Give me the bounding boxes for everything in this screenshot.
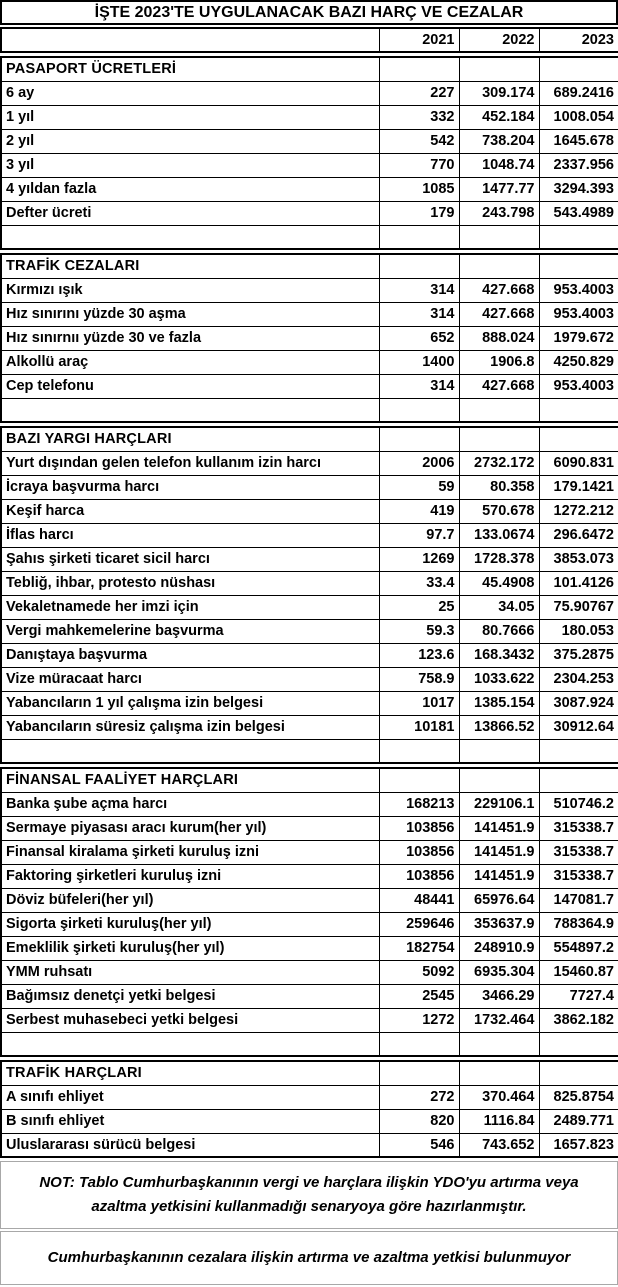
- row-label: B sınıfı ehliyet: [1, 1109, 379, 1133]
- value-cell-2022: 427.668: [459, 278, 539, 302]
- empty-spacer-row: [1, 739, 618, 763]
- section-table: [0, 253, 618, 423]
- value-cell-2023: 7727.4: [539, 984, 618, 1008]
- table-row: [1, 451, 618, 475]
- row-label: Uluslararası sürücü belgesi: [1, 1133, 379, 1157]
- value-cell-2023: 1008.054: [539, 105, 618, 129]
- section-header-label: FİNANSAL FAALİYET HARÇLARI: [1, 768, 379, 792]
- value-cell-2023: 375.2875: [539, 643, 618, 667]
- section-header-label: PASAPORT ÜCRETLERİ: [1, 57, 379, 81]
- year-header-table: [0, 27, 618, 53]
- row-label: Defter ücreti: [1, 201, 379, 225]
- value-cell-2022: 80.7666: [459, 619, 539, 643]
- value-cell-2023: 30912.64: [539, 715, 618, 739]
- value-cell-2022: 168.3432: [459, 643, 539, 667]
- year-column-header-2022: 2022: [459, 28, 539, 52]
- row-label: Bağımsız denetçi yetki belgesi: [1, 984, 379, 1008]
- table-row: [1, 523, 618, 547]
- value-cell-2022: 1048.74: [459, 153, 539, 177]
- table-row: [1, 302, 618, 326]
- corner-empty-cell: [1, 28, 379, 52]
- empty-cell: [459, 57, 539, 81]
- row-label: Sermaye piyasası aracı kurum(her yıl): [1, 816, 379, 840]
- value-cell-2023: 1657.823: [539, 1133, 618, 1157]
- table-row: [1, 691, 618, 715]
- value-cell-2021: 332: [379, 105, 459, 129]
- value-cell-2023: 2337.956: [539, 153, 618, 177]
- row-label: Vekaletnamede her imzi için: [1, 595, 379, 619]
- value-cell-2022: 248910.9: [459, 936, 539, 960]
- value-cell-2021: 542: [379, 129, 459, 153]
- value-cell-2023: 179.1421: [539, 475, 618, 499]
- empty-spacer-row: [1, 1032, 618, 1056]
- value-cell-2021: 10181: [379, 715, 459, 739]
- value-cell-2021: 314: [379, 374, 459, 398]
- table-row: [1, 912, 618, 936]
- value-cell-2023: 554897.2: [539, 936, 618, 960]
- empty-cell: [539, 427, 618, 451]
- table-row: [1, 619, 618, 643]
- empty-cell: [459, 225, 539, 249]
- value-cell-2021: 103856: [379, 816, 459, 840]
- value-cell-2021: 227: [379, 81, 459, 105]
- value-cell-2022: 427.668: [459, 374, 539, 398]
- value-cell-2022: 738.204: [459, 129, 539, 153]
- value-cell-2021: 1272: [379, 1008, 459, 1032]
- row-label: Serbest muhasebeci yetki belgesi: [1, 1008, 379, 1032]
- row-label: Keşif harca: [1, 499, 379, 523]
- row-label: Kırmızı ışık: [1, 278, 379, 302]
- table-row: [1, 278, 618, 302]
- table-row: [1, 595, 618, 619]
- empty-cell: [539, 739, 618, 763]
- value-cell-2023: 4250.829: [539, 350, 618, 374]
- footnote-secondary: Cumhurbaşkanının cezalara ilişkin artırma ve azaltma yetkisi bulunmuyor: [0, 1231, 618, 1285]
- section-header-row: [1, 768, 618, 792]
- value-cell-2021: 103856: [379, 840, 459, 864]
- value-cell-2022: 1732.464: [459, 1008, 539, 1032]
- table-sections-container: [0, 56, 618, 1158]
- section-header-row: [1, 427, 618, 451]
- row-label: Hız sınırnıı yüzde 30 ve fazla: [1, 326, 379, 350]
- value-cell-2023: 3294.393: [539, 177, 618, 201]
- value-cell-2023: 296.6472: [539, 523, 618, 547]
- table-row: [1, 1085, 618, 1109]
- empty-cell: [379, 254, 459, 278]
- table-row: [1, 1008, 618, 1032]
- value-cell-2022: 353637.9: [459, 912, 539, 936]
- row-label: 6 ay: [1, 81, 379, 105]
- row-label: Vergi mahkemelerine başvurma: [1, 619, 379, 643]
- table-row: [1, 153, 618, 177]
- value-cell-2021: 59.3: [379, 619, 459, 643]
- value-cell-2021: 770: [379, 153, 459, 177]
- empty-cell: [1, 225, 379, 249]
- value-cell-2023: 2489.771: [539, 1109, 618, 1133]
- table-row: [1, 499, 618, 523]
- section-table: [0, 767, 618, 1057]
- section-header-row: [1, 57, 618, 81]
- year-header-row: [1, 28, 618, 52]
- value-cell-2022: 3466.29: [459, 984, 539, 1008]
- section-header-row: [1, 254, 618, 278]
- table-row: [1, 1109, 618, 1133]
- value-cell-2022: 309.174: [459, 81, 539, 105]
- value-cell-2021: 5092: [379, 960, 459, 984]
- value-cell-2021: 33.4: [379, 571, 459, 595]
- value-cell-2023: 147081.7: [539, 888, 618, 912]
- empty-cell: [539, 768, 618, 792]
- value-cell-2023: 825.8754: [539, 1085, 618, 1109]
- table-row: [1, 177, 618, 201]
- table-row: [1, 1133, 618, 1157]
- empty-cell: [459, 254, 539, 278]
- empty-cell: [379, 427, 459, 451]
- row-label: 1 yıl: [1, 105, 379, 129]
- table-row: [1, 643, 618, 667]
- table-row: [1, 984, 618, 1008]
- footnote-primary: NOT: Tablo Cumhurbaşkanının vergi ve harçlara ilişkin YDO'yu artırma veya azaltma yetkisini kullanmadığı senaryoya göre hazırlanmıştır.: [0, 1161, 618, 1229]
- row-label: Şahıs şirketi ticaret sicil harcı: [1, 547, 379, 571]
- empty-cell: [1, 1032, 379, 1056]
- value-cell-2021: 59: [379, 475, 459, 499]
- value-cell-2022: 65976.64: [459, 888, 539, 912]
- row-label: 4 yıldan fazla: [1, 177, 379, 201]
- value-cell-2021: 168213: [379, 792, 459, 816]
- row-label: Yabancıların 1 yıl çalışma izin belgesi: [1, 691, 379, 715]
- value-cell-2022: 1728.378: [459, 547, 539, 571]
- value-cell-2022: 370.464: [459, 1085, 539, 1109]
- row-label: Danıştaya başvurma: [1, 643, 379, 667]
- value-cell-2021: 314: [379, 278, 459, 302]
- empty-cell: [379, 57, 459, 81]
- value-cell-2023: 315338.7: [539, 816, 618, 840]
- table-row: [1, 105, 618, 129]
- row-label: Faktoring şirketleri kuruluş izni: [1, 864, 379, 888]
- table-row: [1, 571, 618, 595]
- value-cell-2021: 123.6: [379, 643, 459, 667]
- value-cell-2021: 419: [379, 499, 459, 523]
- empty-spacer-row: [1, 398, 618, 422]
- row-label: Yurt dışından gelen telefon kullanım izin harcı: [1, 451, 379, 475]
- table-row: [1, 792, 618, 816]
- value-cell-2021: 652: [379, 326, 459, 350]
- value-cell-2022: 34.05: [459, 595, 539, 619]
- empty-cell: [459, 768, 539, 792]
- table-row: [1, 840, 618, 864]
- empty-cell: [539, 398, 618, 422]
- table-row: [1, 888, 618, 912]
- table-row: [1, 960, 618, 984]
- value-cell-2023: 3087.924: [539, 691, 618, 715]
- value-cell-2022: 133.0674: [459, 523, 539, 547]
- value-cell-2021: 103856: [379, 864, 459, 888]
- value-cell-2023: 75.90767: [539, 595, 618, 619]
- empty-cell: [459, 398, 539, 422]
- value-cell-2022: 888.024: [459, 326, 539, 350]
- year-column-header-2023: 2023: [539, 28, 618, 52]
- row-label: Finansal kiralama şirketi kuruluş izni: [1, 840, 379, 864]
- table-row: [1, 715, 618, 739]
- value-cell-2021: 1269: [379, 547, 459, 571]
- empty-cell: [1, 739, 379, 763]
- value-cell-2021: 820: [379, 1109, 459, 1133]
- value-cell-2022: 229106.1: [459, 792, 539, 816]
- row-label: 2 yıl: [1, 129, 379, 153]
- value-cell-2023: 2304.253: [539, 667, 618, 691]
- value-cell-2023: 953.4003: [539, 302, 618, 326]
- empty-cell: [379, 398, 459, 422]
- table-row: [1, 201, 618, 225]
- empty-cell: [379, 1061, 459, 1085]
- table-row: [1, 326, 618, 350]
- empty-cell: [539, 225, 618, 249]
- value-cell-2022: 13866.52: [459, 715, 539, 739]
- empty-cell: [459, 739, 539, 763]
- value-cell-2021: 546: [379, 1133, 459, 1157]
- value-cell-2021: 2006: [379, 451, 459, 475]
- section-header-label: BAZI YARGI HARÇLARI: [1, 427, 379, 451]
- value-cell-2023: 953.4003: [539, 374, 618, 398]
- row-label: 3 yıl: [1, 153, 379, 177]
- value-cell-2021: 97.7: [379, 523, 459, 547]
- value-cell-2022: 427.668: [459, 302, 539, 326]
- table-title: İŞTE 2023'TE UYGULANACAK BAZI HARÇ VE CEZALAR: [0, 0, 618, 25]
- empty-cell: [379, 768, 459, 792]
- table-row: [1, 350, 618, 374]
- value-cell-2021: 182754: [379, 936, 459, 960]
- value-cell-2022: 743.652: [459, 1133, 539, 1157]
- value-cell-2022: 80.358: [459, 475, 539, 499]
- table-row: [1, 816, 618, 840]
- empty-cell: [539, 1032, 618, 1056]
- value-cell-2022: 570.678: [459, 499, 539, 523]
- value-cell-2023: 315338.7: [539, 864, 618, 888]
- section-table: [0, 426, 618, 764]
- value-cell-2023: 3862.182: [539, 1008, 618, 1032]
- section-header-row: [1, 1061, 618, 1085]
- value-cell-2023: 689.2416: [539, 81, 618, 105]
- table-row: [1, 129, 618, 153]
- table-row: [1, 547, 618, 571]
- value-cell-2022: 141451.9: [459, 864, 539, 888]
- row-label: Hız sınırını yüzde 30 aşma: [1, 302, 379, 326]
- value-cell-2023: 3853.073: [539, 547, 618, 571]
- empty-cell: [1, 398, 379, 422]
- value-cell-2023: 510746.2: [539, 792, 618, 816]
- table-row: [1, 667, 618, 691]
- value-cell-2021: 259646: [379, 912, 459, 936]
- value-cell-2023: 1645.678: [539, 129, 618, 153]
- value-cell-2023: 1272.212: [539, 499, 618, 523]
- value-cell-2023: 953.4003: [539, 278, 618, 302]
- section-header-label: TRAFİK CEZALARI: [1, 254, 379, 278]
- section-header-label: TRAFİK HARÇLARI: [1, 1061, 379, 1085]
- value-cell-2021: 314: [379, 302, 459, 326]
- row-label: Döviz büfeleri(her yıl): [1, 888, 379, 912]
- value-cell-2023: 1979.672: [539, 326, 618, 350]
- value-cell-2022: 141451.9: [459, 816, 539, 840]
- row-label: Yabancıların süresiz çalışma izin belgesi: [1, 715, 379, 739]
- section-table: [0, 56, 618, 250]
- table-row: [1, 475, 618, 499]
- empty-cell: [379, 1032, 459, 1056]
- row-label: İflas harcı: [1, 523, 379, 547]
- value-cell-2023: 788364.9: [539, 912, 618, 936]
- value-cell-2023: 543.4989: [539, 201, 618, 225]
- row-label: İcraya başvurma harcı: [1, 475, 379, 499]
- value-cell-2021: 272: [379, 1085, 459, 1109]
- value-cell-2021: 1400: [379, 350, 459, 374]
- value-cell-2022: 1906.8: [459, 350, 539, 374]
- value-cell-2021: 758.9: [379, 667, 459, 691]
- empty-cell: [379, 225, 459, 249]
- value-cell-2021: 2545: [379, 984, 459, 1008]
- row-label: Cep telefonu: [1, 374, 379, 398]
- value-cell-2022: 1116.84: [459, 1109, 539, 1133]
- table-row: [1, 374, 618, 398]
- value-cell-2022: 1477.77: [459, 177, 539, 201]
- table-row: [1, 81, 618, 105]
- value-cell-2022: 6935.304: [459, 960, 539, 984]
- value-cell-2021: 179: [379, 201, 459, 225]
- value-cell-2022: 45.4908: [459, 571, 539, 595]
- table-row: [1, 936, 618, 960]
- row-label: Sigorta şirketi kuruluş(her yıl): [1, 912, 379, 936]
- row-label: Emeklilik şirketi kuruluş(her yıl): [1, 936, 379, 960]
- value-cell-2022: 2732.172: [459, 451, 539, 475]
- empty-cell: [539, 1061, 618, 1085]
- row-label: Tebliğ, ihbar, protesto nüshası: [1, 571, 379, 595]
- value-cell-2023: 15460.87: [539, 960, 618, 984]
- table-row: [1, 864, 618, 888]
- empty-cell: [459, 427, 539, 451]
- value-cell-2023: 101.4126: [539, 571, 618, 595]
- value-cell-2023: 315338.7: [539, 840, 618, 864]
- row-label: A sınıfı ehliyet: [1, 1085, 379, 1109]
- value-cell-2021: 1085: [379, 177, 459, 201]
- value-cell-2023: 180.053: [539, 619, 618, 643]
- value-cell-2021: 1017: [379, 691, 459, 715]
- value-cell-2022: 243.798: [459, 201, 539, 225]
- value-cell-2022: 1385.154: [459, 691, 539, 715]
- row-label: Alkollü araç: [1, 350, 379, 374]
- row-label: Banka şube açma harcı: [1, 792, 379, 816]
- empty-cell: [539, 57, 618, 81]
- value-cell-2022: 141451.9: [459, 840, 539, 864]
- value-cell-2021: 25: [379, 595, 459, 619]
- value-cell-2022: 1033.622: [459, 667, 539, 691]
- empty-cell: [539, 254, 618, 278]
- value-cell-2021: 48441: [379, 888, 459, 912]
- year-column-header-2021: 2021: [379, 28, 459, 52]
- empty-cell: [459, 1061, 539, 1085]
- value-cell-2022: 452.184: [459, 105, 539, 129]
- row-label: Vize müracaat harcı: [1, 667, 379, 691]
- empty-cell: [459, 1032, 539, 1056]
- value-cell-2023: 6090.831: [539, 451, 618, 475]
- row-label: YMM ruhsatı: [1, 960, 379, 984]
- section-table: [0, 1060, 618, 1158]
- empty-cell: [379, 739, 459, 763]
- empty-spacer-row: [1, 225, 618, 249]
